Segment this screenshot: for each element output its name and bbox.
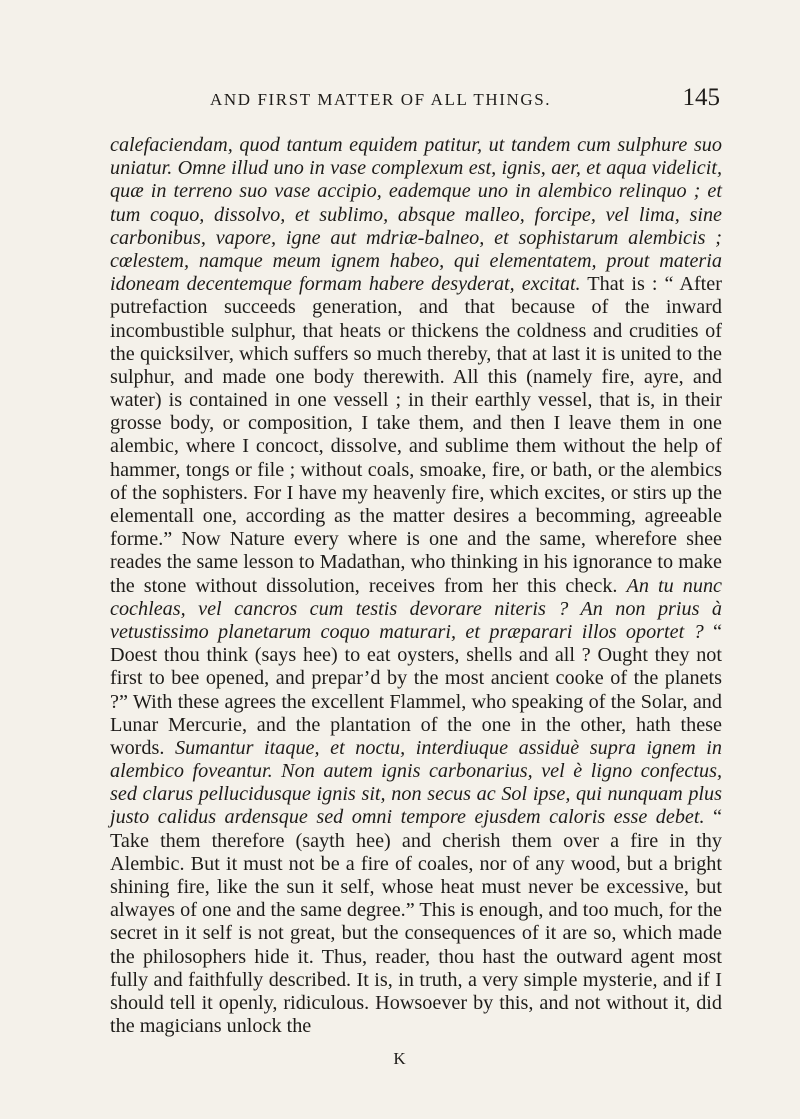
latin-passage: Sumantur itaque, et noctu, interdiuque assiduè supra ignem in alembico foveantur. Non autem ignis carbonarius, vel è ligno confectus, sed clarus pellucidusque ignis sit, non secus ac Sol ipse, qui nunquam plus justo calidus ardensque sed omni tempore ejusdem caloris esse debet. — [110, 736, 722, 829]
latin-passage: calefaciendam, quod tantum equidem patitur, ut tandem cum sulphure suo uniatur. Omne illud uno in vase complexum est, ignis, aer, et aqua videlicit, quæ in terreno suo vase accipio, eademque uno in alembico relinquo ; et tum coquo, dissolvo, et sublimo, absque malleo, forcipe, vel lima, sine carbonibus, vapore, igne aut mdriæ-balneo, et sophistarum alembicis ; cœlestem, namque meum ignem habeo, qui elementatem, prout materia idoneam decentemque formam habere desyderat, excitat. — [110, 134, 722, 296]
running-title: AND FIRST MATTER OF ALL THINGS. — [210, 90, 552, 109]
page-number: 145 — [682, 84, 720, 111]
latin-passage: An tu nunc cochleas, vel cancros cum testis devorare niteris ? An non prius à vetustissimo planetarum coquo maturari, et præparari illos oportet ? — [110, 574, 723, 643]
english-passage: That is : “ After putrefaction succeeds generation, and that because of the inward incombustible sulphur, that heats or thickens the coldness and crudities of the quicksilver, which suffers so much thereby, that at last it is united to the sulphur, and made one body therewith. All this (namely fire, ayre, and water) is contained in one vessell ; in their earthly vessel, that is, in their grosse body, or composition, I take them, and then I leave them in one alembic, where I concoct, dissolve, and sublime them without the help of hammer, tongs or file ; without coals, smoake, fire, or bath, or the alembics of the sophisters. For I have my heavenly fire, which excites, or stirs up the elementall one, according as the matter desires a becomming, agreeable forme.” Now Nature every where is one and the same, wherefore shee reades the same lesson to Madathan, who thinking in his ignorance to make the stone without dissolution, receives from her this check. — [110, 273, 722, 597]
paragraph — [110, 134, 722, 1038]
english-passage: “ Doest thou think (says hee) to eat oysters, shells and all ? Ought they not first to bee opened, and prepar’d by the most ancient cooke of the planets ?” With these agrees the excellent Flammel, who speaking of the Solar, and Lunar Mercurie, and the plantation of the one in the other, hath these words. — [110, 620, 723, 759]
english-passage: “ Take them therefore (sayth hee) and cherish them over a fire in thy Alembic. But it must not be a fire of coales, nor of any wood, but a bright shining fire, like the sun it self, whose heat must never be excessive, but alwayes of one and the same degree.” This is enough, and too much, for the secret in it self is not great, but the consequences of it are so, which made the philosophers hide it. Thus, reader, thou hast the outward agent most fully and faithfully described. It is, in truth, a very simple mysterie, and if I should tell it openly, ridiculous. Howsoever by this, and not without it, did the magicians unlock the — [110, 806, 722, 1038]
running-head — [110, 84, 720, 114]
signature-mark: K — [393, 1049, 407, 1068]
body-text — [110, 134, 722, 1038]
